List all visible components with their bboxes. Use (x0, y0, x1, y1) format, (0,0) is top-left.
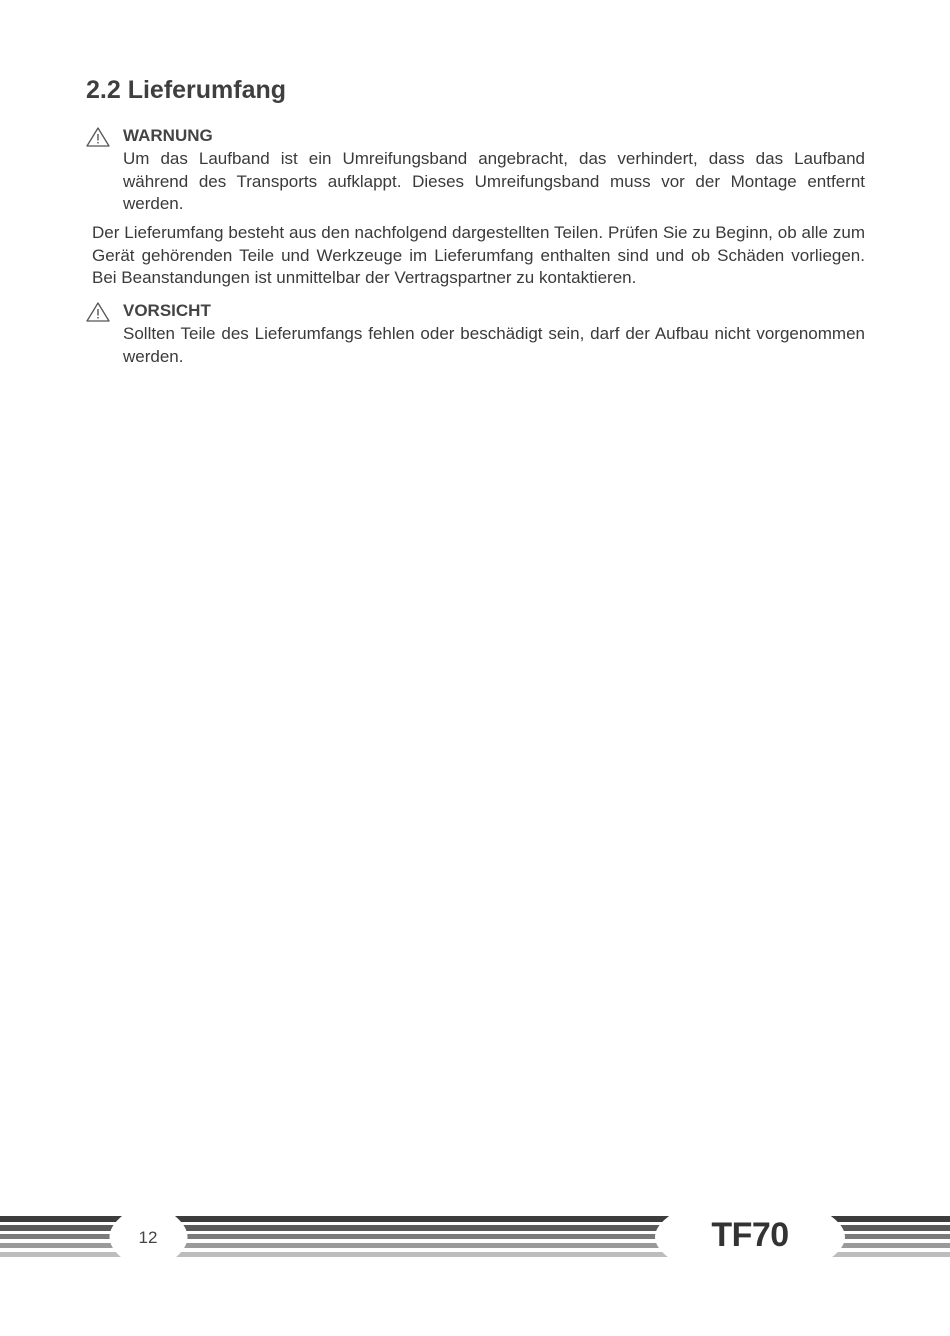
model-name: TF70 (711, 1216, 789, 1254)
page-footer (0, 1212, 950, 1262)
warning-text: Um das Laufband ist ein Umreifungsband angebracht, das verhindert, dass das Laufband während des Transports aufklappt. Dieses Umreifungsband muss vor der Montage entfernt werden. (123, 149, 865, 213)
section-heading: 2.2 Lieferumfang (86, 76, 287, 104)
page-number: 12 (138, 1228, 158, 1247)
caution-text: Sollten Teile des Lieferumfangs fehlen oder beschädigt sein, darf der Aufbau nicht vorgenommen werden. (123, 324, 865, 366)
warning-title: WARNUNG (123, 126, 213, 145)
body-paragraph: Der Lieferumfang besteht aus den nachfolgend dargestellten Teilen. Prüfen Sie zu Beginn, ob alle zum Gerät gehörenden Teile und Werkzeuge im Lieferumfang enthalten sind und ob Schäden vorliegen. Bei Beanstandungen ist unmittelbar der Vertragspartner zu kontaktieren. (92, 223, 865, 287)
warning-triangle-icon (86, 302, 110, 322)
warning-triangle-icon (86, 127, 110, 147)
caution-title: VORSICHT (123, 301, 211, 320)
